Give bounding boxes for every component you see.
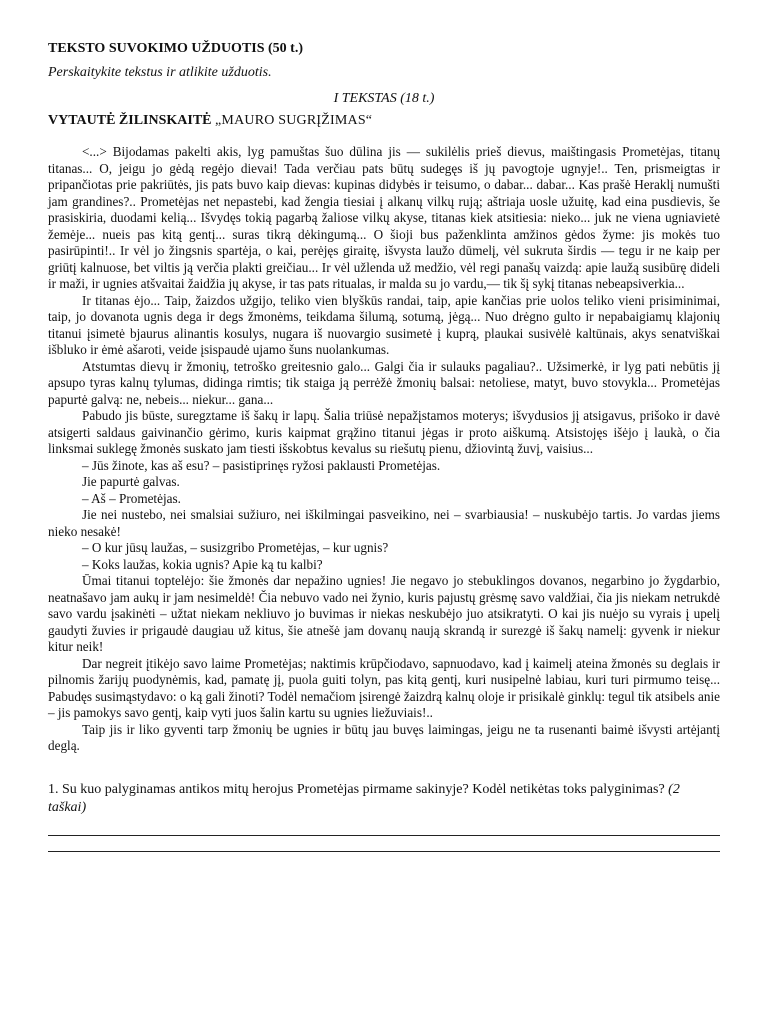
question-1	[48, 781, 720, 817]
paragraph: Pabudo jis būste, suregztame iš šakų ir lapų. Šalia triūsė nepažįstamos moterys; išvydusios jį atsigavus, prišoko ir davė atsigerti saldaus gaivinančio gėrimo, kuris kaipmat grąžino titanui jėgas ir proto aiškumą. Atsistojęs išėjo į laukà, o čia linksmai suklegę žmonės suskato jam tiesti išskobtus kevalus su riešutų pienu, džiovintą žuvį, vaisius...	[48, 408, 720, 456]
story-title: „MAURO SUGRĮŽIMAS“	[215, 113, 373, 128]
paragraph: Jie nei nustebo, nei smalsiai sužiuro, nei iškilmingai pasveikino, nei – svarbiausia! – nuskubėjo tartis. Jo vardas jiems nieko nesakė!	[48, 507, 720, 539]
answer-line[interactable]	[48, 835, 720, 836]
dialogue-line: – Koks laužas, kokia ugnis? Apie ką tu kalbi?	[82, 556, 323, 572]
paragraph: Jie papurtė galvas.	[82, 474, 180, 489]
author-name: VYTAUTĖ ŽILINSKAITĖ	[48, 113, 212, 128]
paragraph: Atstumtas dievų ir žmonių, tetroško greitesnio galo... Galgi čia ir sulauks pagaliau?.. Užsimerkė, ir lyg pati nebūtis jį apsupo tyras kalnų tylumas, didinga rimtis; tik staiga ją perrėžė žmonių balsai: netoliese, matyt, buvo stovykla... Prometėjas papurtė galvą: ne, nebeis... niekur... gana...	[48, 358, 720, 407]
question-text: 1. Su kuo palyginamas antikos mitų herojus Prometėjas pirmame sakinyje? Kodėl netikėtas toks palyginimas?	[48, 781, 665, 797]
instruction: Perskaitykite tekstus ir atlikite užduotis.	[48, 65, 272, 80]
paragraph: Ūmai titanui toptelėjo: šie žmonės dar nepažino ugnies! Jie negavo jo stebuklingos dovanos, negarbino jo žygdarbio, neatnašavo jam aukų ir jam nesimeldė! Čia nebuvo vado nei žynio, kuris pajustų grėsmę savo valdžiai, čia jis niekam netrukdė savo vardu įsakinėti – užtat niekam nekliuvo jo buvimas ir niekas neskubėjo juo atsikratyti. O kai jis nuėjo su vyrais į upelį gaudyti žuvies ir prigaudė daugiau už kitus, šie atnešė jam dovanų naują skrandą ir surezgė iš šakų namelį: gyvenk ir niekur kitur neik!	[48, 573, 720, 654]
paragraph: Ir titanas ėjo... Taip, žaizdos užgijo, teliko vien blyškūs randai, taip, apie kančias prie uolos teliko vieni prisiminimai, taip, jo dovanota ugnis dega ir degs žmonėms, teikdama šilumą, sotumą, jėgą... Nuo drėgno gulto ir nepabaigiamų klajonių titanui įsimetė bjaurus alinantis kosulys, nugara iš nuovargio susimetė į kuprą, plaukai susivėlė kaltūnais, akys senatviškai išbluko ir ėmė ašaroti, veide įsispaudė ujamo šuns nuolankumas.	[48, 292, 720, 357]
paragraph: Taip jis ir liko gyventi tarp žmonių be ugnies ir būtų jau buvęs laimingas, jeigu ne ta rusenanti baimė išvysti artėjantį deglą.	[48, 721, 720, 753]
dialogue-line: – Jūs žinote, kas aš esu? – pasistiprinęs ryžosi paklausti Prometėjas.	[82, 457, 441, 473]
text-number: I TEKSTAS (18 t.)	[333, 91, 435, 106]
paragraph: <...> Bijodamas pakelti akis, lyg pamuštas šuo dūlina jis — sukilėlis prieš dievus, maištingasis Prometėjas, titanų titanas... O, jeigu jo gėdą regėjo dievai! Tada verčiau pats būtų sudegęs iš jų pavogtoje ugnyje!.. Ten, prismeigtas ir pripančiotas prie pakriūtės, jis pats buvo kaip dievas: kupinas didybės ir teisumo, o dabar... dabar... Kas prašė Heraklį numušti jam grandines?.. Prometėjas net nepastebi, kad žengia tiesiai į alkanų vilkų rują; aštriaja uosle užuitę, kad eina pusdievis, še prasiskiria, duodami kelią... Išvydęs tokią pagarbą žaliose vilkų akyse, titanas kiek atsitiesia: nieko... juk ne viena ugniavietė žemėje... nueis pas kitą gentį... suras tikrą dėkingumą... O šioji bus paženklinta amžinos gėdos žyme: jis mokės tuo pasirūpinti!.. Ir vėl jo žingsnis spartėja, o kai, perėjęs giraitę, išvysta laužo dūmelį, vėl sukruta širdis — tegu ir ne kaip per griūtį kalnuose, bet viltis ją verčia plakti greičiau... Ir vėl užlenda už medžio, vėl regi panašų vaizdą: apie laužą susibūrę dideli ir maži, ir ugnies atšvaitai žaidžia jų akyse, ir tas pats ritualas, ir malda su jo vardu,— tik šį sykį titanas nebeapsiverkia...	[48, 144, 720, 291]
answer-line[interactable]	[48, 851, 720, 852]
paragraph: Dar negreit įtikėjo savo laime Prometėjas; naktimis krūpčiodavo, sapnuodavo, kad į kaimelį ateina žmonės su deglais ir pilnomis žarijų puodynėmis, kad, pamatę jį, puola guiti tolyn, pas kitą gentį, kuri nusipelnė labiau, kuri turi pirmumo teisę... Pabudęs susimąstydavo: o ką gali žinoti? Todėl nemačiom įsirengė žaizdrą kalnų oloje ir prisikalė ginklų: tegul tik atsibels anie – jis pamokys savo gentį, kaip vyti juos šalin kartu su ugnies liežuviais!..	[48, 655, 720, 720]
task-title: TEKSTO SUVOKIMO UŽDUOTIS (50 t.)	[48, 41, 304, 56]
dialogue-line: – O kur jūsų laužas, – susizgribo Prometėjas, – kur ugnis?	[82, 540, 389, 555]
question-points: (2 taškai)	[48, 781, 680, 815]
story-text	[48, 144, 720, 755]
document-page	[48, 40, 720, 852]
dialogue-line: – Aš – Prometėjas.	[82, 490, 181, 506]
author-title-line	[48, 112, 720, 130]
